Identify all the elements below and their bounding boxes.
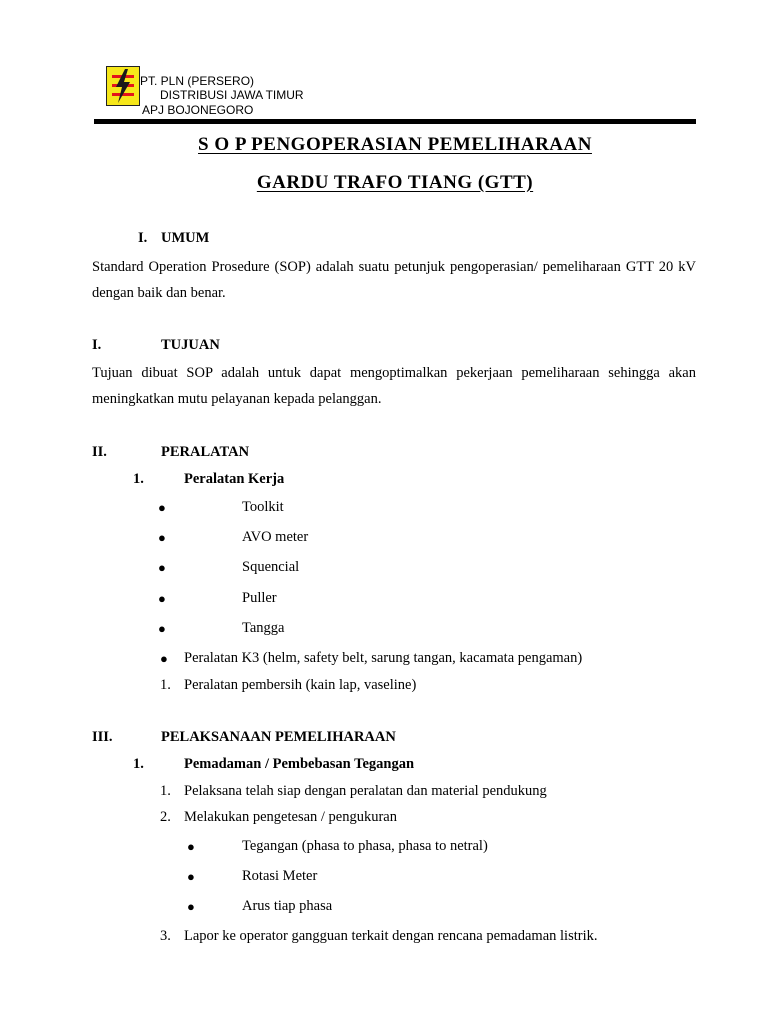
tool-item: Puller: [242, 590, 277, 606]
document-title-line2: GARDU TRAFO TIANG (GTT): [256, 172, 534, 193]
tool-item: Squencial: [242, 559, 300, 575]
step-number: 3.: [160, 928, 171, 944]
section-tujuan-number: I.: [92, 337, 102, 353]
document-title-line1: S O P PENGOPERASIAN PEMELIHARAAN: [198, 134, 592, 155]
subsection-pemadaman-number: 1.: [133, 756, 144, 772]
step-text: Melakukan pengetesan / pengukuran: [184, 809, 397, 825]
section-tujuan-text: Tujuan dibuat SOP adalah untuk dapat mengoptimalkan pekerjaan pemeliharaan sehingga akan meningkatkan mutu pelayanan kepada pelanggan.: [92, 365, 696, 407]
step-number: 1.: [160, 783, 171, 799]
step-number: 2.: [160, 809, 171, 825]
section-pelaksanaan-number: III.: [92, 729, 113, 745]
cleaning-equipment-item: Peralatan pembersih (kain lap, vaseline): [184, 677, 417, 693]
measurement-item: Tegangan (phasa to phasa, phasa to netral): [242, 838, 488, 854]
pln-lightning-logo-icon: [107, 67, 139, 105]
bullet-icon: ●: [158, 530, 166, 545]
measurement-item: Rotasi Meter: [242, 868, 318, 884]
measurement-item: Arus tiap phasa: [242, 898, 333, 914]
bullet-icon: ●: [158, 621, 166, 636]
bullet-icon: ●: [160, 651, 168, 666]
tool-item: AVO meter: [242, 529, 309, 545]
step-text: Pelaksana telah siap dengan peralatan dan material pendukung: [184, 783, 547, 799]
section-umum-number: I.: [138, 230, 148, 246]
section-peralatan-heading: PERALATAN: [161, 444, 250, 460]
subsection-peralatan-kerja-number: 1.: [133, 471, 144, 487]
cleaning-equipment-number: 1.: [160, 677, 171, 693]
subsection-pemadaman-heading: Pemadaman / Pembebasan Tegangan: [184, 756, 415, 772]
company-division: DISTRIBUSI JAWA TIMUR: [160, 88, 304, 102]
step-text: Lapor ke operator gangguan terkait dengan rencana pemadaman listrik.: [184, 928, 598, 944]
bullet-icon: ●: [187, 899, 195, 914]
header-rule: [94, 119, 696, 124]
section-pelaksanaan-heading: PELAKSANAAN PEMELIHARAAN: [161, 729, 396, 745]
pln-logo: [106, 66, 140, 106]
section-tujuan-heading: TUJUAN: [161, 337, 220, 353]
bullet-icon: ●: [158, 500, 166, 515]
bullet-icon: ●: [158, 560, 166, 575]
bullet-icon: ●: [187, 839, 195, 854]
company-branch: APJ BOJONEGORO: [142, 103, 254, 117]
section-umum-heading: UMUM: [161, 230, 210, 246]
bullet-icon: ●: [187, 869, 195, 884]
bullet-icon: ●: [158, 591, 166, 606]
tool-item: Tangga: [242, 620, 285, 636]
company-name: PT. PLN (PERSERO): [140, 74, 255, 88]
k3-equipment-item: Peralatan K3 (helm, safety belt, sarung tangan, kacamata pengaman): [184, 650, 583, 666]
section-umum-text: Standard Operation Prosedure (SOP) adalah suatu petunjuk pengoperasian/ pemeliharaan GTT 20 kV dengan baik dan benar.: [92, 259, 696, 301]
subsection-peralatan-kerja-heading: Peralatan Kerja: [184, 471, 285, 487]
section-peralatan-number: II.: [92, 444, 107, 460]
tool-item: Toolkit: [242, 499, 284, 515]
